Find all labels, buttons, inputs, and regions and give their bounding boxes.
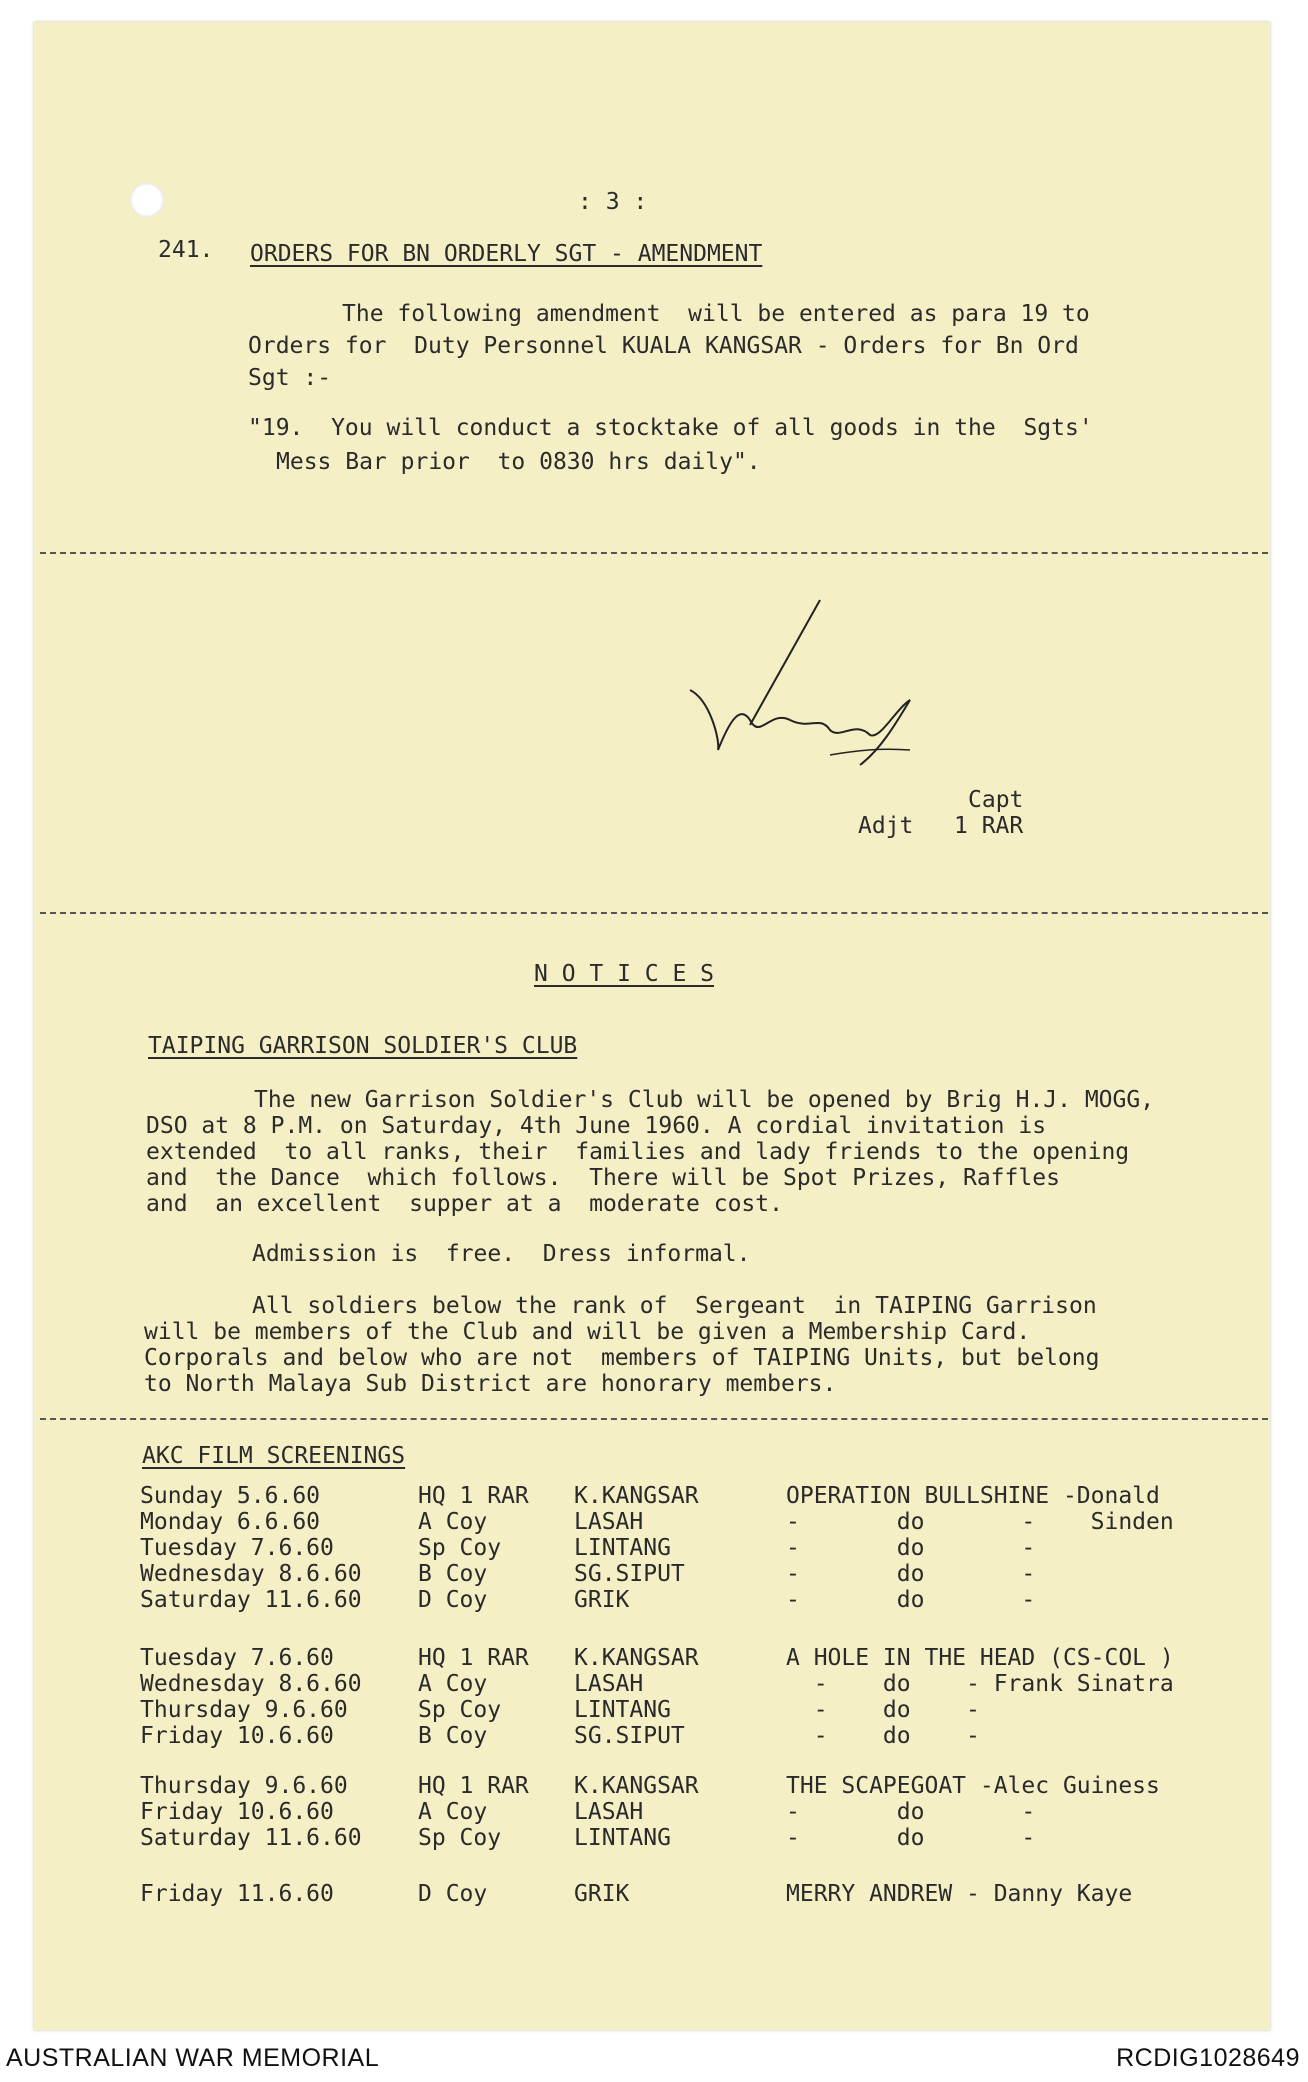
film-date: Friday 10.6.60: [140, 1723, 334, 1749]
film-title-cell: OPERATION BULLSHINE -Donald: [786, 1483, 1160, 1509]
club-title: TAIPING GARRISON SOLDIER'S CLUB: [148, 1033, 578, 1059]
handwritten-signature: [680, 590, 980, 780]
club-para3-line1: All soldiers below the rank of Sergeant in TAIPING Garrison: [252, 1293, 1097, 1319]
film-title-cell: - do -: [786, 1587, 1036, 1613]
film-unit: B Coy: [418, 1723, 488, 1749]
film-title-cell: - do - Sinden: [786, 1509, 1174, 1535]
film-row: [0, 1644, 1308, 1672]
film-date: Wednesday 8.6.60: [140, 1671, 362, 1697]
film-row: [0, 1880, 1308, 1908]
film-row: [0, 1798, 1308, 1826]
film-unit: Sp Coy: [418, 1825, 502, 1851]
film-place: K.KANGSAR: [574, 1773, 699, 1799]
film-row: [0, 1482, 1308, 1510]
club-para1-line3: extended to all ranks, their families and lady friends to the opening: [146, 1139, 1130, 1165]
film-unit: HQ 1 RAR: [418, 1483, 529, 1509]
club-para2: Admission is free. Dress informal.: [252, 1241, 751, 1267]
notices-heading: N O T I C E S: [534, 961, 715, 987]
film-date: Friday 10.6.60: [140, 1799, 334, 1825]
film-title-cell: - do - Frank Sinatra: [786, 1671, 1174, 1697]
film-row: [0, 1586, 1308, 1614]
film-row: [0, 1772, 1308, 1800]
film-date: Tuesday 7.6.60: [140, 1645, 334, 1671]
footer-source: AUSTRALIAN WAR MEMORIAL: [6, 2044, 380, 2072]
club-para3-line3: Corporals and below who are not members of TAIPING Units, but belong: [144, 1345, 1100, 1371]
film-date: Wednesday 8.6.60: [140, 1561, 362, 1587]
film-title-cell: - do -: [786, 1561, 1036, 1587]
film-title-cell: MERRY ANDREW - Danny Kaye: [786, 1881, 1133, 1907]
film-unit: A Coy: [418, 1509, 488, 1535]
footer-id: RCDIG1028649: [1116, 2044, 1300, 2072]
film-title: AKC FILM SCREENINGS: [142, 1443, 406, 1469]
film-place: K.KANGSAR: [574, 1483, 699, 1509]
film-place: SG.SIPUT: [574, 1561, 685, 1587]
item-quote-2: Mess Bar prior to 0830 hrs daily".: [276, 449, 761, 475]
film-title-cell: - do -: [786, 1697, 980, 1723]
film-row: [0, 1824, 1308, 1852]
signature-unit: 1 RAR: [954, 813, 1024, 839]
film-date: Saturday 11.6.60: [140, 1587, 362, 1613]
club-para3-line4: to North Malaya Sub District are honorary members.: [144, 1371, 837, 1397]
item-number: 241.: [158, 237, 214, 263]
film-date: Thursday 9.6.60: [140, 1697, 348, 1723]
film-unit: HQ 1 RAR: [418, 1645, 529, 1671]
club-para1-line5: and an excellent supper at a moderate cost.: [146, 1191, 783, 1217]
film-title-cell: THE SCAPEGOAT -Alec Guiness: [786, 1773, 1160, 1799]
film-row: [0, 1696, 1308, 1724]
signature-rank: Capt: [968, 787, 1024, 813]
film-place: LINTANG: [574, 1825, 671, 1851]
item-line-2: Orders for Duty Personnel KUALA KANGSAR - Orders for Bn Ord: [248, 333, 1079, 359]
film-title-cell: A HOLE IN THE HEAD (CS-COL ): [786, 1645, 1174, 1671]
film-date: Friday 11.6.60: [140, 1881, 334, 1907]
film-date: Tuesday 7.6.60: [140, 1535, 334, 1561]
signature-role: Adjt: [858, 813, 914, 839]
film-date: Saturday 11.6.60: [140, 1825, 362, 1851]
item-quote-1: "19. You will conduct a stocktake of all goods in the Sgts': [248, 415, 1093, 441]
item-title: ORDERS FOR BN ORDERLY SGT - AMENDMENT: [250, 241, 763, 267]
film-place: LINTANG: [574, 1697, 671, 1723]
film-unit: A Coy: [418, 1671, 488, 1697]
club-para1-line4: and the Dance which follows. There will be Spot Prizes, Raffles: [146, 1165, 1060, 1191]
film-date: Sunday 5.6.60: [140, 1483, 321, 1509]
film-place: K.KANGSAR: [574, 1645, 699, 1671]
divider: [40, 552, 1268, 554]
film-place: GRIK: [574, 1587, 630, 1613]
item-line-3: Sgt :-: [248, 365, 332, 391]
club-para3-line2: will be members of the Club and will be given a Membership Card.: [144, 1319, 1031, 1345]
film-date: Thursday 9.6.60: [140, 1773, 348, 1799]
film-place: GRIK: [574, 1881, 630, 1907]
film-title-cell: - do -: [786, 1723, 980, 1749]
film-title-cell: - do -: [786, 1535, 1036, 1561]
divider: [40, 1418, 1268, 1420]
film-row: [0, 1534, 1308, 1562]
film-unit: Sp Coy: [418, 1697, 502, 1723]
film-unit: B Coy: [418, 1561, 488, 1587]
film-title-cell: - do -: [786, 1799, 1036, 1825]
film-row: [0, 1670, 1308, 1698]
film-unit: D Coy: [418, 1881, 488, 1907]
film-title-cell: - do -: [786, 1825, 1036, 1851]
page-number: : 3 :: [578, 189, 648, 215]
film-place: LINTANG: [574, 1535, 671, 1561]
film-row: [0, 1560, 1308, 1588]
film-place: LASAH: [574, 1509, 644, 1535]
club-para1-line2: DSO at 8 P.M. on Saturday, 4th June 1960. A cordial invitation is: [146, 1113, 1047, 1139]
film-unit: D Coy: [418, 1587, 488, 1613]
film-row: [0, 1722, 1308, 1750]
film-place: LASAH: [574, 1799, 644, 1825]
film-place: SG.SIPUT: [574, 1723, 685, 1749]
club-para1-line1: The new Garrison Soldier's Club will be opened by Brig H.J. MOGG,: [254, 1087, 1155, 1113]
divider: [40, 912, 1268, 914]
film-unit: Sp Coy: [418, 1535, 502, 1561]
film-unit: A Coy: [418, 1799, 488, 1825]
item-line-1: The following amendment will be entered as para 19 to: [342, 301, 1090, 327]
film-place: LASAH: [574, 1671, 644, 1697]
film-date: Monday 6.6.60: [140, 1509, 321, 1535]
punch-hole: [130, 183, 164, 217]
film-unit: HQ 1 RAR: [418, 1773, 529, 1799]
film-row: [0, 1508, 1308, 1536]
